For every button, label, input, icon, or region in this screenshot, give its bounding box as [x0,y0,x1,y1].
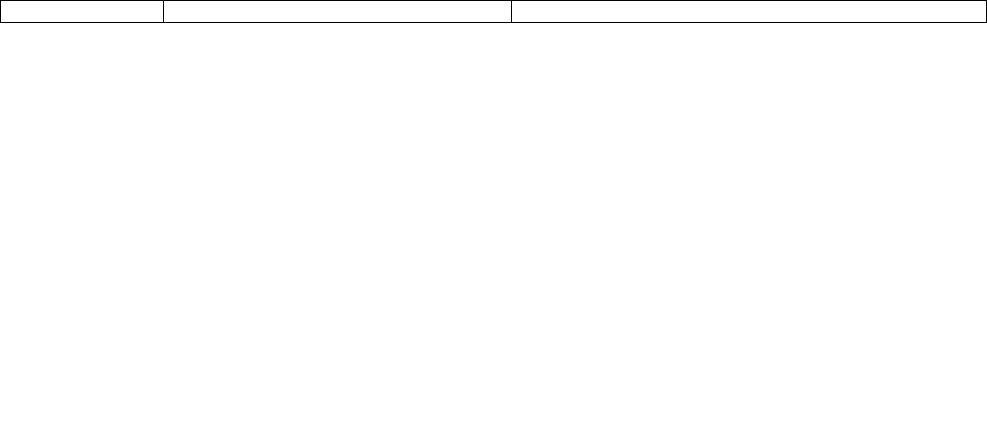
corner-cell [0,0,164,23]
header-cartea [512,0,987,23]
header-eu [164,0,512,23]
